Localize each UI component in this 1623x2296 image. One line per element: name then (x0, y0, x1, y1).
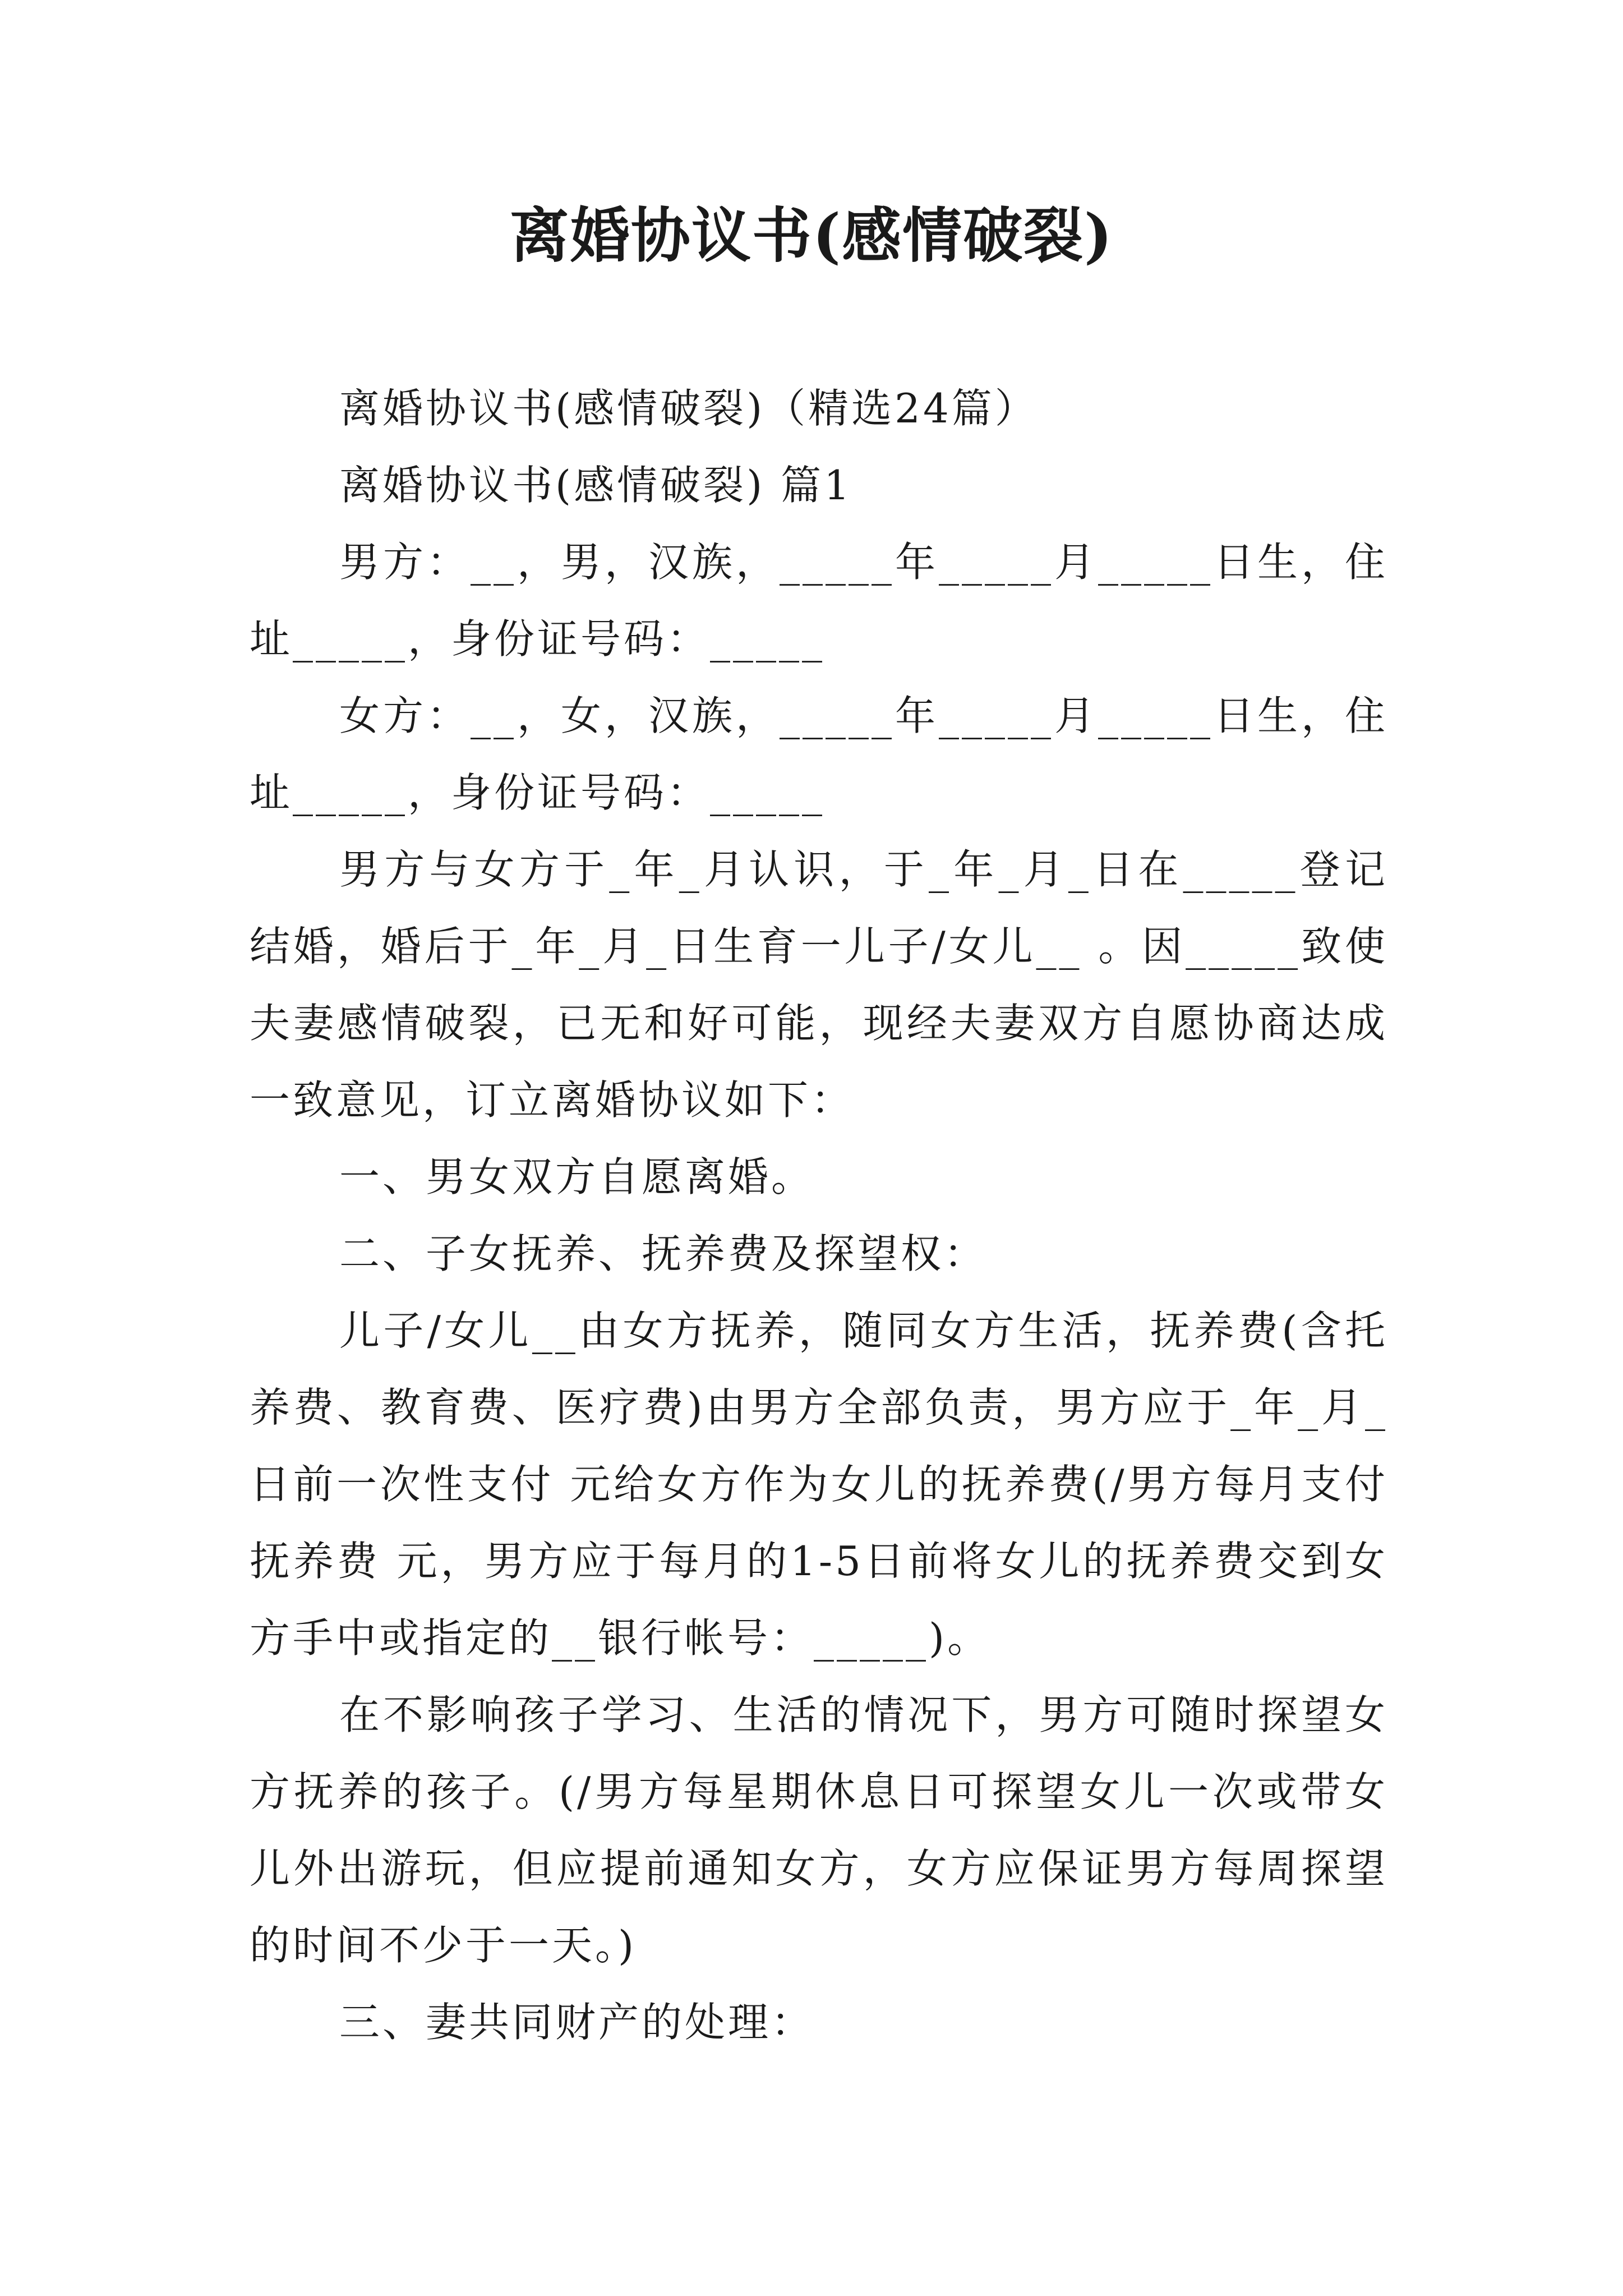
clause-one: 一、男女双方自愿离婚。 (339, 1153, 815, 1200)
visitation-paragraph: 在不影响孩子学习、生活的情况下，男方可随时探望女方抚养的孩子。(/男方每星期休息日可探望女儿一次或带女儿外出游玩，但应提前通知女方，女方应保证男方每周探望的时间不少于一天。) (250, 1691, 1388, 1969)
document-title: 离婚协议书(感情破裂) (509, 200, 1114, 270)
section-heading: 离婚协议书(感情破裂) 篇1 (339, 462, 852, 509)
child-support-paragraph: 儿子/女儿__由女方抚养，随同女方生活，抚养费(含托养费、教育费、医疗费)由男方全部负责，男方应于_年_月_日前一次性支付 元给女方作为女儿的抚养费(/男方每月支付抚养费 元，男方应于每月的1-5日前将女儿的抚养费交到女方手中或指定的__银行帐号：_____)。 (250, 1307, 1388, 1662)
husband-info-paragraph: 男方：__，男，汉族，_____年_____月_____日生，住址_____，身份证号码：_____ (250, 539, 1388, 662)
wife-info-paragraph: 女方：__，女，汉族，_____年_____月_____日生，住址_____，身份证号码：_____ (250, 692, 1388, 816)
clause-three-heading: 三、妻共同财产的处理： (339, 1999, 815, 2046)
document-body (250, 370, 1388, 2061)
marriage-background-paragraph: 男方与女方于_年_月认识，于_年_月_日在_____登记结婚，婚后于_年_月_日生育一儿子/女儿__ 。因_____致使夫妻感情破裂，已无和好可能，现经夫妻双方自愿协商达成一致意见，订立离婚协议如下： (250, 846, 1388, 1124)
subtitle-paragraph: 离婚协议书(感情破裂)（精选24篇） (339, 385, 1038, 432)
clause-two-heading: 二、子女抚养、抚养费及探望权： (339, 1230, 988, 1277)
